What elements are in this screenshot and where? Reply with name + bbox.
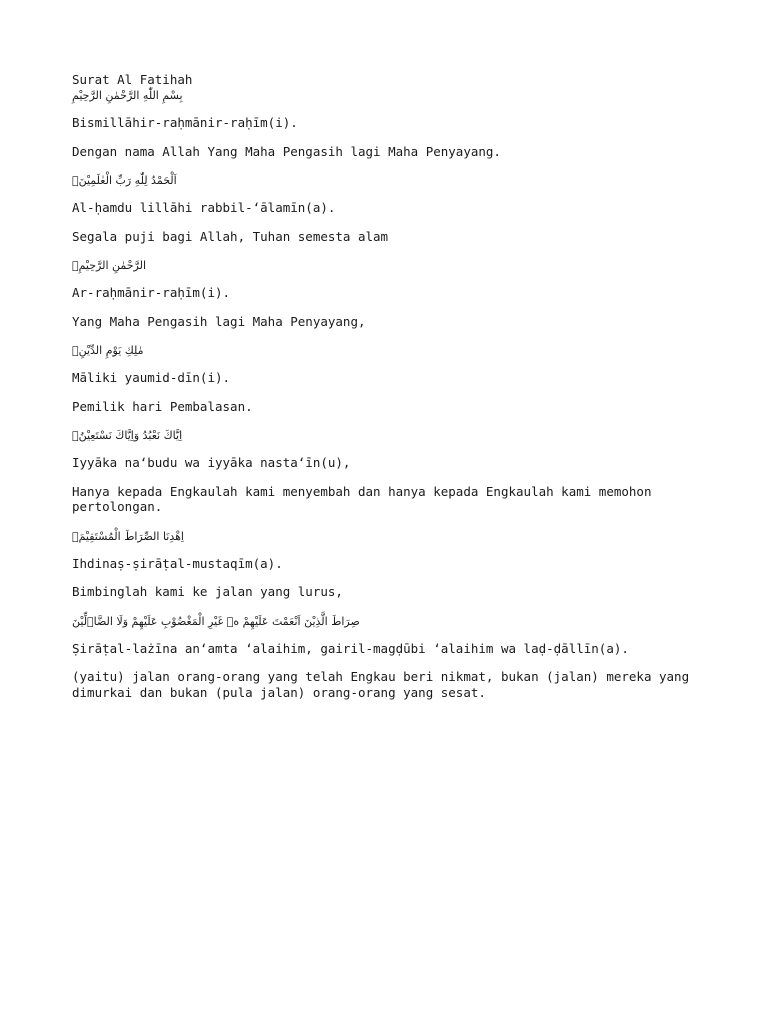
verse-2-meaning: Segala puji bagi Allah, Tuhan semesta alam bbox=[72, 228, 389, 244]
verse-7-meaning: (yaitu) jalan orang-orang yang telah Engkau beri nikmat, bukan (jalan) mereka yang dimurkai dan bukan (pula jalan) orang-orang yang sesat. bbox=[72, 669, 697, 700]
verse-1-meaning: Dengan nama Allah Yang Maha Pengasih lagi Maha Penyayang. bbox=[72, 143, 501, 159]
verse-2-arabic: اَلْحَمْدُ لِلّٰهِ رَبِّ الْعٰلَمِيْنَۙ bbox=[72, 174, 177, 187]
document-page bbox=[72, 72, 696, 700]
verse-1-transliteration: Bismillāhir-raḥmānir-raḥīm(i). bbox=[72, 115, 298, 130]
verse-4-transliteration: Māliki yaumid-dīn(i). bbox=[72, 370, 231, 385]
verse-3-meaning: Yang Maha Pengasih lagi Maha Penyayang, bbox=[72, 313, 366, 329]
verse-5-arabic: اِيَّاكَ نَعْبُدُ وَاِيَّاكَ نَسْتَعِيْنُۗ bbox=[72, 429, 183, 442]
document-title: Surat Al Fatihah bbox=[72, 72, 193, 87]
verse-6-arabic: اِهْدِنَا الصِّرَاطَ الْمُسْتَقِيْمَۙ bbox=[72, 529, 184, 543]
verse-5-meaning: Hanya kepada Engkaulah kami menyembah dan hanya kepada Engkaulah kami memohon pertolongan. bbox=[72, 483, 660, 514]
verse-6-meaning: Bimbinglah kami ke jalan yang lurus, bbox=[72, 584, 343, 599]
verse-4-meaning: Pemilik hari Pembalasan. bbox=[72, 398, 253, 414]
verse-3-transliteration: Ar-raḥmānir-raḥīm(i). bbox=[72, 285, 231, 300]
verse-6-transliteration: Ihdinaṣ-ṣirāṭal-mustaqīm(a). bbox=[72, 555, 283, 571]
verse-7-arabic: صِرَاطَ الَّذِيْنَ اَنْعَمْتَ عَلَيْهِمْ ەۙ غَيْرِ الْمَغْضُوْبِ عَلَيْهِمْ وَلَا الضَّاۤلِّيْنَ bbox=[72, 614, 360, 628]
verse-2-transliteration: Al-ḥamdu lillāhi rabbil-‘ālamīn(a). bbox=[72, 200, 336, 215]
verse-7-transliteration: Ṣirāṭal-lażīna an‘amta ‘alaihim, gairil-magḍūbi ‘alaihim wa laḍ-ḍāllīn(a). bbox=[72, 640, 629, 656]
verse-1-arabic: بِسْمِ اللّٰهِ الرَّحْمٰنِ الرَّحِيْمِ bbox=[72, 89, 183, 102]
verse-5-transliteration: Iyyāka na‘budu wa iyyāka nasta‘īn(u), bbox=[72, 455, 351, 470]
verse-4-arabic: مٰلِكِ يَوْمِ الدِّيْنِۗ bbox=[72, 344, 144, 357]
verse-3-arabic: الرَّحْمٰنِ الرَّحِيْمِۙ bbox=[72, 259, 147, 272]
